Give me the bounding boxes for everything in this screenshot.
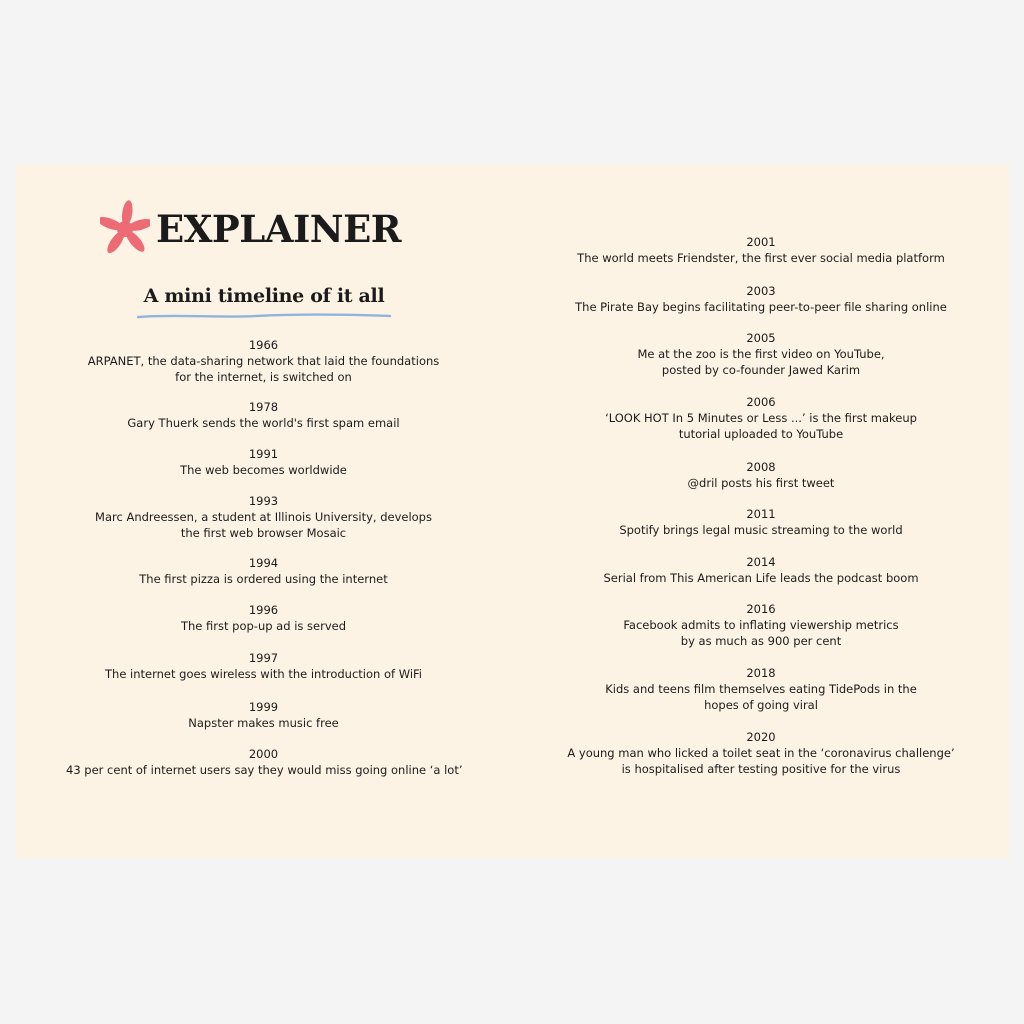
timeline-entry (66, 602, 461, 634)
timeline-entry (566, 729, 956, 777)
brush-underline (136, 311, 392, 321)
entry-text: Marc Andreessen, a student at Illinois University, develops (95, 510, 432, 524)
entry-text: The first pizza is ordered using the internet (139, 572, 388, 586)
timeline-entry (66, 446, 461, 478)
entry-text: Spotify brings legal music streaming to the world (619, 523, 903, 537)
entry-text: posted by co-founder Jawed Karim (661, 363, 861, 377)
entry-year: 2011 (746, 507, 776, 521)
entry-year: 2000 (248, 747, 279, 761)
entry-text: A young man who licked a toilet seat in the ‘coronavirus challenge’ (567, 746, 955, 760)
timeline-entry (66, 650, 461, 682)
entry-text: The web becomes worldwide (180, 463, 347, 477)
book-spread (16, 165, 1009, 858)
page-title: EXPLAINER (156, 206, 402, 251)
timeline-entry (566, 234, 956, 266)
subtitle: A mini timeline of it all (143, 285, 385, 307)
entry-year: 2016 (746, 602, 776, 616)
entry-text: The world meets Friendster, the first ever social media platform (577, 251, 945, 265)
timeline-entry (566, 283, 956, 315)
entry-text: The first pop-up ad is served (180, 619, 347, 633)
entry-year: 1978 (248, 400, 279, 414)
timeline-entry (566, 330, 956, 378)
subtitle-wrap (136, 285, 392, 307)
timeline-entry (566, 506, 956, 538)
entry-year: 1999 (248, 700, 279, 714)
entry-year: 2018 (746, 666, 776, 680)
timeline-entry (566, 601, 956, 649)
entry-text: tutorial uploaded to YouTube (678, 427, 844, 441)
header (100, 199, 401, 259)
timeline-entry (66, 746, 461, 778)
entry-text: by as much as 900 per cent (680, 634, 842, 648)
entry-text: the first web browser Mosaic (180, 526, 347, 540)
entry-text: Serial from This American Life leads the podcast boom (603, 571, 919, 585)
entry-year: 2006 (746, 395, 776, 409)
entry-year: 1993 (248, 494, 279, 508)
entry-text: is hospitalised after testing positive for the virus (621, 762, 901, 776)
entry-text: The Pirate Bay begins facilitating peer-to-peer file sharing online (575, 300, 947, 314)
entry-year: 1991 (248, 447, 279, 461)
timeline-entry (566, 554, 956, 586)
timeline-entry (566, 665, 956, 713)
entry-year: 2014 (746, 555, 776, 569)
asterisk-icon (100, 199, 150, 259)
entry-text: ARPANET, the data-sharing network that laid the foundations (87, 354, 440, 368)
entry-year: 1994 (248, 556, 279, 570)
timeline-entry (66, 555, 461, 587)
entry-text: for the internet, is switched on (175, 370, 352, 384)
entry-text: 43 per cent of internet users say they would miss going online ‘a lot’ (66, 763, 463, 777)
entry-text: hopes of going viral (704, 698, 818, 712)
entry-text: Napster makes music free (188, 716, 339, 730)
entry-text: The internet goes wireless with the introduction of WiFi (105, 667, 422, 681)
timeline-entry (66, 337, 461, 385)
entry-year: 1966 (248, 338, 279, 352)
entry-year: 2020 (746, 730, 776, 744)
entry-text: Gary Thuerk sends the world's first spam email (127, 416, 400, 430)
entry-year: 2008 (746, 460, 776, 474)
timeline-entry (566, 459, 956, 491)
timeline-entry (66, 699, 461, 731)
entry-year: 2005 (746, 331, 776, 345)
entry-year: 2001 (746, 235, 776, 249)
entry-text: @dril posts his first tweet (687, 476, 835, 490)
entry-year: 1997 (248, 651, 279, 665)
entry-year: 2003 (746, 284, 776, 298)
timeline-entry (66, 493, 461, 541)
entry-text: Me at the zoo is the first video on YouTube, (637, 347, 885, 361)
timeline-entry (566, 394, 956, 442)
entry-text: Facebook admits to inflating viewership metrics (623, 618, 899, 632)
timeline-entry (66, 399, 461, 431)
entry-text: Kids and teens film themselves eating TidePods in the (605, 682, 917, 696)
entry-year: 1996 (248, 603, 279, 617)
entry-text: ‘LOOK HOT In 5 Minutes or Less ...’ is the first makeup (605, 411, 917, 425)
